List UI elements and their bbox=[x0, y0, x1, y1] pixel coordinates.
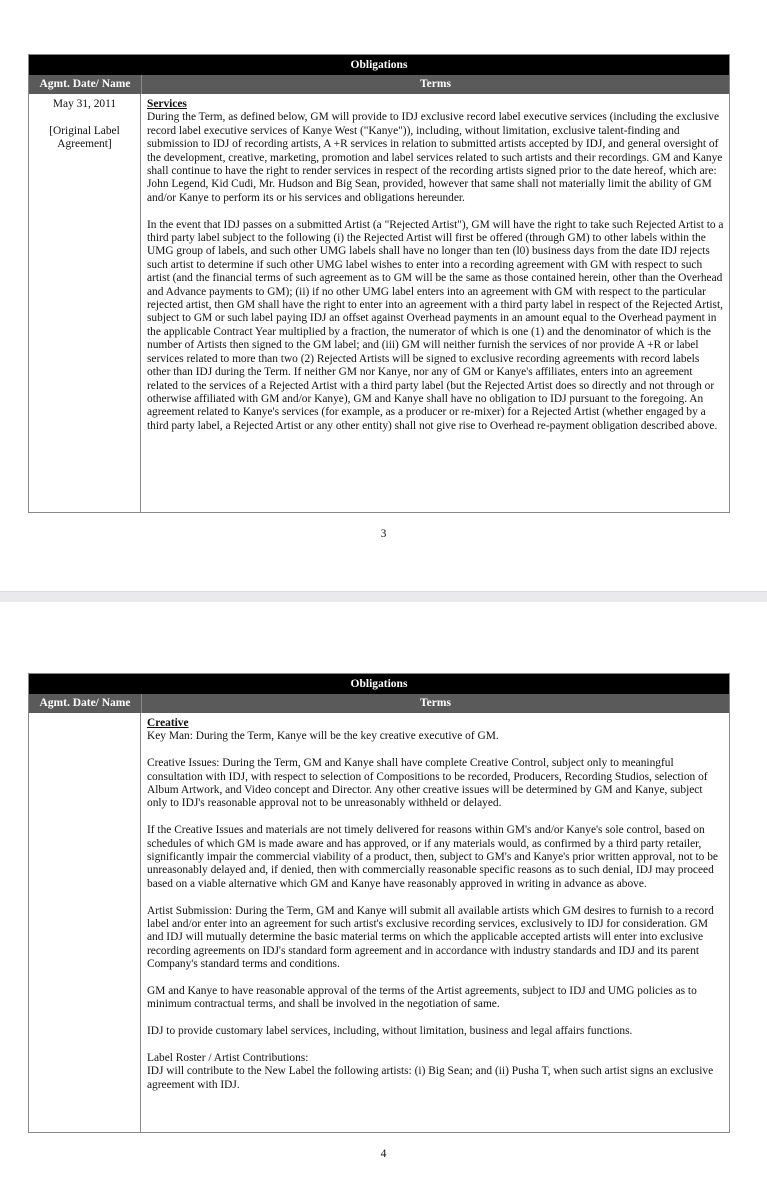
paragraph: Creative Issues: During the Term, GM and Kanye shall have complete Creative Control, subject only to meaningful consultation with IDJ, with respect to selection of Compositions to be recorded, Producers, Recording Studios, selection of Album Artwork, and Video concept and Director. Any other creative issues will be determined by GM and Kanye, subject only to IDJ's reasonable approval not to be unreasonably withheld or delayed. bbox=[147, 757, 708, 810]
terms-cell bbox=[141, 94, 729, 512]
obligations-table-page-3 bbox=[28, 54, 730, 513]
roster-text: IDJ will contribute to the New Label the following artists: (i) Big Sean; and (ii) Pusha T, when such artist signs an exclusive agreement with IDJ. bbox=[147, 1065, 714, 1091]
page-number: 3 bbox=[380, 528, 387, 540]
paragraph: Artist Submission: During the Term, GM and Kanye will submit all available artists which GM desires to furnish to a record label and/or enter into an agreement for such artist's exclusive recording services, exclusively to IDJ for consideration. GM and IDJ will mutually determine the basic material terms on which the applicable accepted artists will enter into exclusive recording agreements on IDJ's standard form agreement and in accordance with industry standards and IDJ and its parent Company's standard terms and conditions. bbox=[147, 904, 714, 971]
paragraph: Key Man: During the Term, Kanye will be the key creative executive of GM. bbox=[147, 730, 499, 743]
agreement-name: [Original Label Agreement] bbox=[49, 124, 120, 151]
paragraph: IDJ to provide customary label services, including, without limitation, business and legal affairs functions. bbox=[147, 1025, 633, 1038]
column-header-terms: Terms bbox=[420, 78, 451, 90]
column-header-agmt: Agmt. Date/ Name bbox=[29, 694, 142, 713]
paragraph: GM and Kanye to have reasonable approval of the terms of the Artist agreements, subject to IDJ and UMG policies as to minimum contractual terms, and shall be involved in the negotiation of same. bbox=[147, 985, 697, 1011]
page-separator bbox=[0, 591, 767, 602]
table-row bbox=[29, 713, 729, 1132]
terms-cell bbox=[141, 713, 729, 1132]
column-headers bbox=[29, 694, 729, 713]
column-headers bbox=[29, 75, 729, 94]
obligations-table-page-4 bbox=[28, 673, 730, 1133]
roster-heading: Label Roster / Artist Contributions: bbox=[147, 1052, 309, 1065]
agreement-cell bbox=[29, 94, 141, 512]
section-heading: Services bbox=[147, 98, 187, 110]
paragraph: In the event that IDJ passes on a submitted Artist (a "Rejected Artist"), GM will have the right to take such Rejected Artist to a third party label subject to the following (i) the Rejected Artist will first be offered (through GM) to other labels within the UMG group of labels, and such other UMG labels shall have no longer than ten (l0) business days from the date IDJ rejects such artist to determine if such other UMG label wishes to enter into a recording agreement with GM with respect to such artist (and the financial terms of such agreement as to GM will be the same as those contained herein, other than the Overhead and Advance payments to GM); (ii) if no other UMG label enters into an agreement with GM with respect to the particular rejected artist, then GM shall have the right to enter into an agreement with a third party label in respect of the Rejected Artist, subject to GM or such label paying IDJ an offset against Overhead payments in an amount equal to the Overhead payment in the applicable Contract Year multiplied by a fraction, the numerator of which is one (1) and the denominator of which is the number of Artists then signed to the GM label; and (iii) GM will neither furnish the services of nor provide A +R or label services related to more than two (2) Rejected Artists will be signed to exclusive recording agreements with record labels other than IDJ during the Term. If neither GM nor Kanye, nor any of GM or Kanye's affiliates, enters into an agreement related to the services of a Rejected Artist with a third party label (but the Rejected Artist does so directly and not through or otherwise affiliated with GM and/or Kanye), GM and Kanye shall have no obligation to IDJ pursuant to the foregoing. An agreement related to Kanye's services (for example, as a producer or re-mixer) for a Rejected Artist (whether engaged by a third party label, a Rejected Artist or any other entity) shall not give rise to Overhead re-payment obligation described above. bbox=[147, 218, 724, 432]
page-number: 4 bbox=[380, 1148, 387, 1160]
column-header-agmt: Agmt. Date/ Name bbox=[29, 75, 142, 94]
paragraph: If the Creative Issues and materials are not timely delivered for reasons within GM's and/or Kanye's sole control, based on schedules of which GM is made aware and has approved, or if any materials would, as confirmed by a third party retailer, significantly impair the commercial viability of a product, then, subject to GM's and Kanye's prior written approval, not to be unreasonably delayed and, if denied, then with commercially reasonable specific reasons as to such denial, IDJ may proceed based on a viable alternative which GM and Kanye have reasonably approved in writing in advance as above. bbox=[147, 824, 718, 890]
paragraph: During the Term, as defined below, GM will provide to IDJ exclusive record label executive services (including the exclusive record label executive services of Kanye West ("Kanye")), including, without limitation, exclusive talent-finding and submission to IDJ of recording artists, A +R services in relation to submitted artists accepted by IDJ, and general oversight of the development, creative, marketing, promotion and label services related to such artists and their recordings. GM and Kanye shall continue to have the right to render services in respect of the recording artists signed prior to the date hereof, which are: John Legend, Kid Cudi, Mr. Hudson and Big Sean, provided, however that same shall not materially limit the ability of GM and/or Kanye to perform its or his services and obligations hereunder. bbox=[147, 111, 723, 204]
table-row bbox=[29, 94, 729, 512]
column-header-terms: Terms bbox=[420, 697, 451, 709]
table-title: Obligations bbox=[29, 55, 729, 75]
table-title: Obligations bbox=[29, 674, 729, 694]
agreement-cell bbox=[29, 713, 141, 1132]
agreement-date: May 31, 2011 bbox=[52, 98, 117, 110]
section-heading: Creative bbox=[147, 717, 189, 729]
